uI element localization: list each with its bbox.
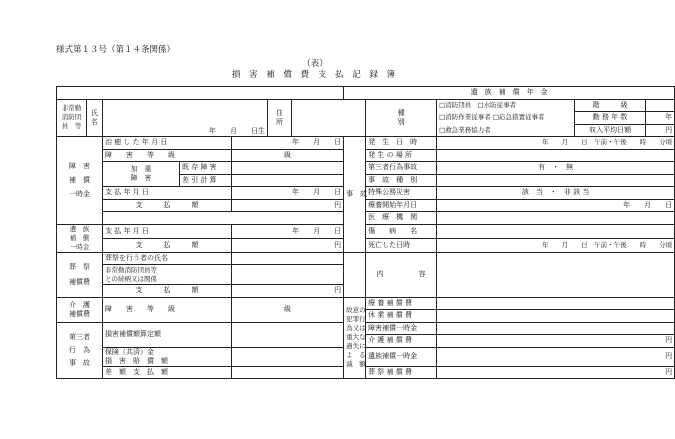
red-sur-lump-label: 遺族補償一時金 [366, 347, 437, 366]
address-label: 住 所 [268, 99, 292, 137]
sur-pay-date-field[interactable]: 年 月 日 [232, 224, 344, 238]
occurrence-date-label: 発 生 日 時 [366, 137, 437, 150]
third-party-label: 第三者 行 為 事 故 [57, 322, 103, 379]
red-funeral-field[interactable]: 円 [437, 366, 675, 379]
sur-amount-label: 支 払 額 [103, 238, 232, 252]
content-field[interactable] [437, 252, 675, 297]
red-sur-lump-field[interactable]: 円 [437, 347, 675, 366]
survivor-lump-label: 遺 族 補 償 一時金 [57, 224, 103, 252]
birth-date-field[interactable]: 年 月 日生 [103, 99, 268, 137]
funeral-relation-label: 非常勤消防団員等 との続柄又は関係 [103, 265, 232, 285]
dis-amount-label: 支 払 額 [103, 199, 232, 212]
dis-pay-date-label: 支 払 年 月 日 [103, 187, 232, 200]
diff-pay-label: 差 額 支 払 額 [103, 366, 232, 379]
deduction-calc-field[interactable] [232, 174, 344, 187]
red-care-label: 介 護 補 償 費 [366, 335, 437, 348]
medical-institution-label: 医 療 機 関 [366, 212, 437, 225]
occurrence-place-field[interactable] [437, 149, 675, 162]
care-row-a [57, 297, 675, 310]
special-duty-label: 特殊公務災害 [366, 187, 437, 200]
red-dis-lump-field[interactable] [437, 322, 675, 335]
red-leave-label: 休 業 補 償 費 [366, 310, 437, 323]
care-label: 介 護 補償費 [57, 297, 103, 322]
dis-pay-date-field[interactable]: 年 月 日 [232, 187, 344, 200]
red-funeral-label: 葬 祭 補 償 費 [366, 366, 437, 379]
red-treatment-field[interactable] [437, 297, 675, 310]
category-emergency: □応急措置従事者 [492, 113, 545, 122]
funeral-label: 葬 祭 補償費 [57, 252, 103, 297]
form-side-label: （表） [302, 59, 328, 69]
dis-grade-row [57, 149, 675, 162]
content-label: 内 容 [366, 252, 437, 297]
pension-spacer [57, 87, 344, 100]
deduction-calc-label: 差 引 計 算 [180, 174, 232, 187]
income-field[interactable]: 円 [646, 124, 675, 137]
category-firefighter: □消防団員 [439, 101, 472, 109]
red-treatment-label: 療 養 補 償 費 [366, 297, 437, 310]
red-leave-field[interactable] [437, 310, 675, 323]
assessment-field[interactable] [232, 322, 344, 347]
name-label: 氏 名 [87, 99, 103, 137]
sur-paydate-row [57, 224, 675, 238]
category-ambulance: □救急業務協力者 [439, 125, 491, 134]
disability-grade-field[interactable]: 級 [232, 149, 344, 162]
address-field[interactable] [292, 99, 366, 137]
years-label: 勤 務 年 数 [575, 112, 646, 125]
pension-row [57, 87, 675, 100]
disease-name-field[interactable] [437, 224, 675, 238]
disability-lump-label: 障 害 補 償 一時金 [57, 137, 103, 225]
funeral-performer-field[interactable] [232, 252, 344, 265]
income-label: 収入平均日額 [575, 124, 646, 137]
record-form-table [56, 86, 675, 379]
cure-date-field[interactable]: 年 月 日 [232, 137, 344, 150]
sur-amount-row [57, 238, 675, 252]
red-care-field[interactable]: 円 [437, 335, 675, 348]
diff-pay-field[interactable] [232, 366, 344, 379]
accident-group-label: 事 故 [344, 137, 366, 253]
disease-name-label: 傷 病 名 [366, 224, 437, 238]
survivor-pension-heading: 遺 族 補 償 年 金 [344, 87, 675, 100]
care-grade-field[interactable]: 級 [232, 297, 344, 322]
category-flood: □水防従事者 [477, 101, 517, 109]
medical-institution-field[interactable] [437, 212, 675, 225]
fun-amount-label: 支 払 額 [103, 285, 232, 298]
third-party-accident-field[interactable]: 有 ・ 無 [437, 162, 675, 175]
dis-cure-row [57, 137, 675, 150]
reduction-label: 故意の 犯罪行 為又は 重大な 過失に よ る 減 額 [344, 297, 366, 379]
aggravated-label: 加 重 障 害 [103, 162, 180, 187]
personal-row-1 [57, 99, 675, 112]
treatment-start-field[interactable]: 年 月 日 [437, 199, 675, 212]
rank-field[interactable] [646, 99, 675, 112]
form-number: 様式第１３号（第１４条関係） [56, 45, 176, 55]
occurrence-place-label: 発 生 の 場 所 [366, 149, 437, 162]
years-field[interactable]: 年 [646, 112, 675, 125]
sur-amount-field[interactable]: 円 [232, 238, 344, 252]
category-label: 種 別 [366, 99, 437, 137]
fun-amount-field[interactable]: 円 [232, 285, 344, 298]
death-date-label: 死亡した日時 [366, 238, 437, 252]
existing-disability-field[interactable] [232, 162, 344, 175]
page-title: 損 害 補 償 費 支 払 記 録 簿 [231, 70, 399, 80]
accident-kind-field[interactable] [437, 174, 675, 187]
accident-content-gap [344, 252, 366, 297]
funeral-relation-field[interactable] [232, 265, 344, 285]
category-option-row-2[interactable] [437, 112, 575, 125]
sur-pay-date-label: 支 払 年 月 日 [103, 224, 232, 238]
insurance-field[interactable] [232, 347, 344, 366]
death-date-field[interactable]: 年 月 日 午前・午後 時 分頃 [437, 238, 675, 252]
existing-disability-label: 既 存 障 害 [180, 162, 232, 175]
disability-grade-label: 障 害 等 級 [103, 149, 232, 162]
care-grade-label: 障 害 等 級 [103, 297, 232, 322]
category-firework: □消防作業従事者 [439, 113, 491, 122]
category-option-row-3[interactable] [437, 124, 575, 137]
insurance-label: 保険（共済）金 損 害 賠 償 額 [103, 347, 232, 366]
dis-existing-row [57, 162, 675, 175]
special-duty-field[interactable]: 該 当 ・ 非 該 当 [437, 187, 675, 200]
category-option-row-1[interactable] [437, 99, 575, 112]
occurrence-date-field[interactable]: 年 月 日 午前・午後 時 分頃 [437, 137, 675, 150]
dis-spacer-row [57, 212, 675, 225]
dis-spacer [103, 212, 344, 225]
dis-amount-row [57, 199, 675, 212]
third-party-accident-label: 第三者行為事故 [366, 162, 437, 175]
member-label: 非常勤 消防団 員 等 [57, 99, 87, 137]
treatment-start-label: 療養開始年月日 [366, 199, 437, 212]
red-dis-lump-label: 障害補償一時金 [366, 322, 437, 335]
funeral-performer-label: 葬祭を行う者の氏名 [103, 252, 232, 265]
accident-kind-label: 事 故 種 別 [366, 174, 437, 187]
cure-date-label: 治 癒 し た 年 月 日 [103, 137, 232, 150]
fun-performer-row [57, 252, 675, 265]
rank-label: 階 級 [575, 99, 646, 112]
dis-amount-field[interactable]: 円 [232, 199, 344, 212]
assessment-label: 損害補償額算定額 [103, 322, 232, 347]
